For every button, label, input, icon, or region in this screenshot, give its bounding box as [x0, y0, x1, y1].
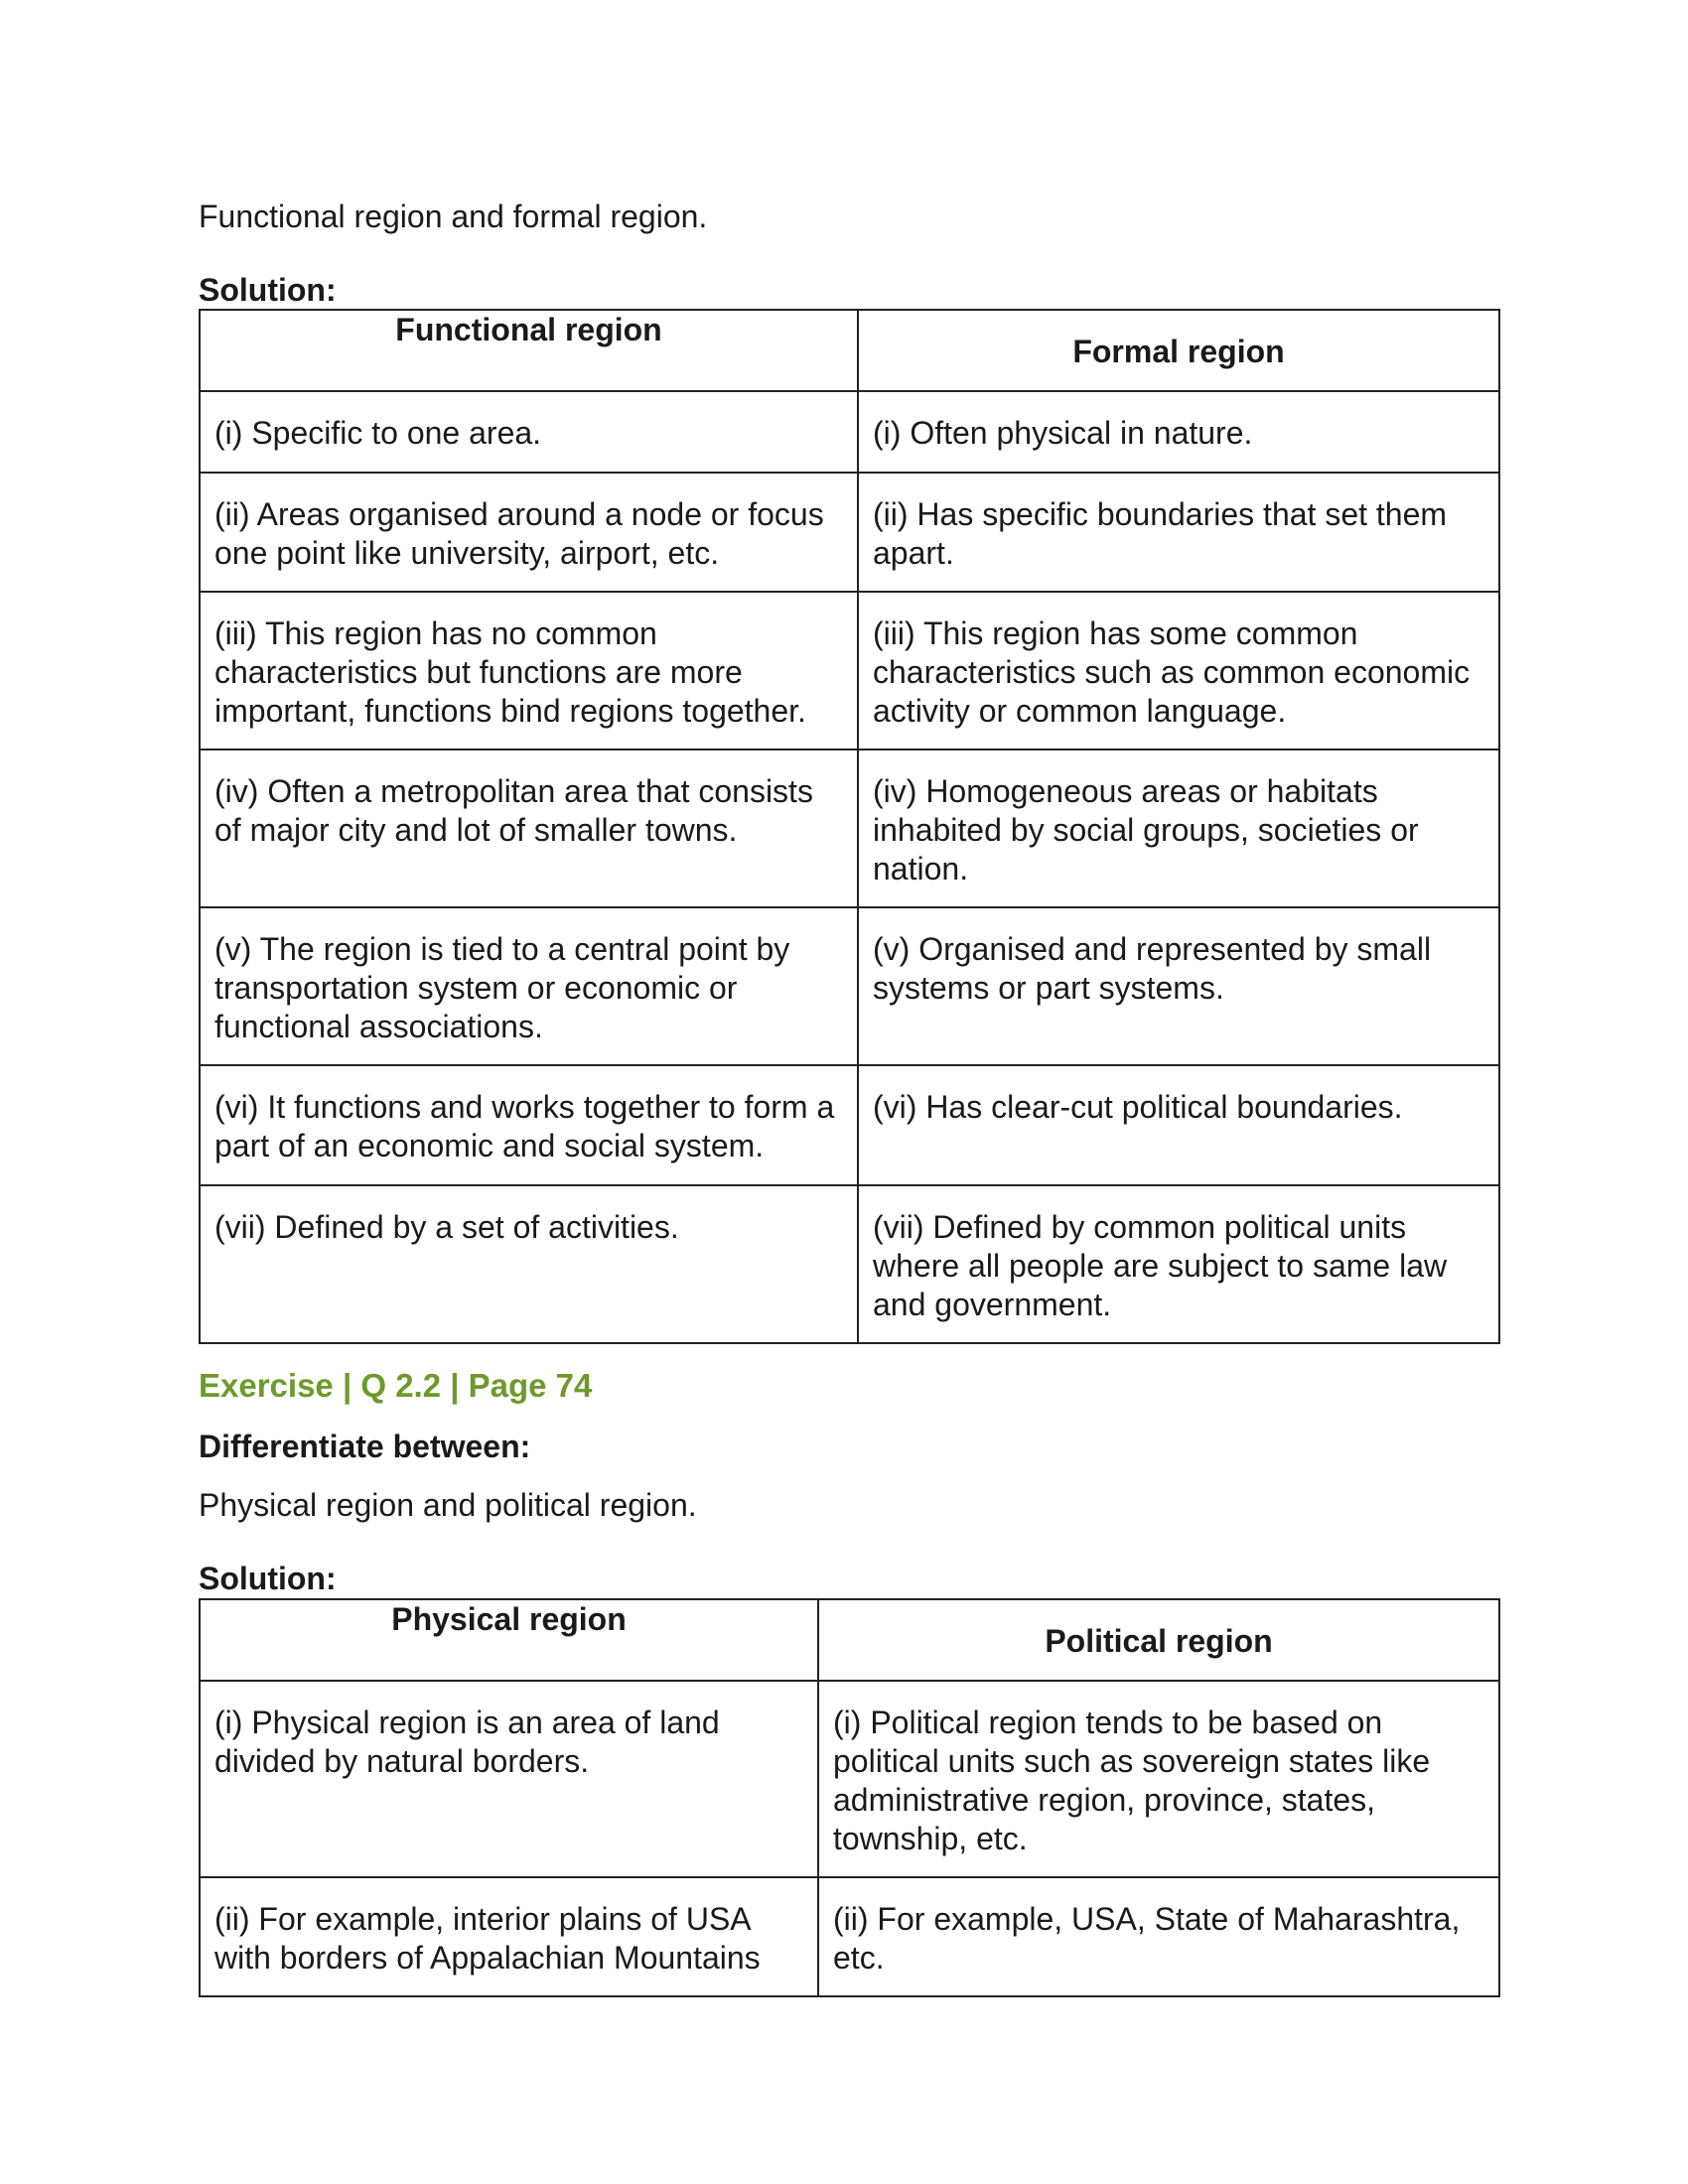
table-header-row — [200, 310, 1499, 391]
table-cell: (iii) This region has no common characteristics but functions are more important, functions bind regions together. — [200, 592, 858, 750]
table-row — [200, 391, 1499, 473]
table-cell: (i) Often physical in nature. — [858, 391, 1499, 473]
table-header-cell: Formal region — [858, 310, 1499, 391]
table-cell: (i) Specific to one area. — [200, 391, 858, 473]
table-cell: (ii) Areas organised around a node or focus one point like university, airport, etc. — [200, 473, 858, 592]
table-row — [200, 907, 1499, 1065]
table-cell: (v) The region is tied to a central point by transportation system or economic or functional associations. — [200, 907, 858, 1065]
table-row — [200, 1185, 1499, 1343]
table-row — [200, 750, 1499, 907]
table-header-cell: Functional region — [200, 310, 858, 391]
table-cell: (v) Organised and represented by small systems or part systems. — [858, 907, 1499, 1065]
exercise-heading: Exercise | Q 2.2 | Page 74 — [199, 1367, 593, 1404]
comparison-table — [199, 1598, 1500, 1997]
table-header-cell: Political region — [818, 1599, 1499, 1681]
table-row — [200, 592, 1499, 750]
table-cell: (vi) Has clear-cut political boundaries. — [858, 1065, 1499, 1185]
comparison-table — [199, 309, 1500, 1344]
question-text: Physical region and political region. — [199, 1487, 697, 1523]
table-cell: (i) Political region tends to be based on political units such as sovereign states like administrative region, province, states, township, etc. — [818, 1681, 1499, 1877]
table-row — [200, 1877, 1499, 1996]
table-cell: (iv) Homogeneous areas or habitats inhabited by social groups, societies or nation. — [858, 750, 1499, 907]
table-cell: (ii) For example, interior plains of USA with borders of Appalachian Mountains — [200, 1877, 818, 1996]
table-row — [200, 1681, 1499, 1877]
table-cell: (ii) For example, USA, State of Maharashtra, etc. — [818, 1877, 1499, 1996]
instruction-label: Differentiate between: — [199, 1429, 531, 1464]
question-text: Functional region and formal region. — [199, 199, 708, 234]
table-cell: (ii) Has specific boundaries that set them apart. — [858, 473, 1499, 592]
table-cell: (i) Physical region is an area of land divided by natural borders. — [200, 1681, 818, 1877]
table-cell: (vi) It functions and works together to form a part of an economic and social system. — [200, 1065, 858, 1185]
solution-label: Solution: — [199, 1561, 337, 1596]
solution-label: Solution: — [199, 272, 337, 308]
table-cell: (vii) Defined by common political units where all people are subject to same law and government. — [858, 1185, 1499, 1343]
table-header-row — [200, 1599, 1499, 1681]
table-row — [200, 1065, 1499, 1185]
table-cell: (iii) This region has some common characteristics such as common economic activity or common language. — [858, 592, 1499, 750]
table-cell: (vii) Defined by a set of activities. — [200, 1185, 858, 1343]
table-row — [200, 473, 1499, 592]
table-cell: (iv) Often a metropolitan area that consists of major city and lot of smaller towns. — [200, 750, 858, 907]
table-header-cell: Physical region — [200, 1599, 818, 1681]
